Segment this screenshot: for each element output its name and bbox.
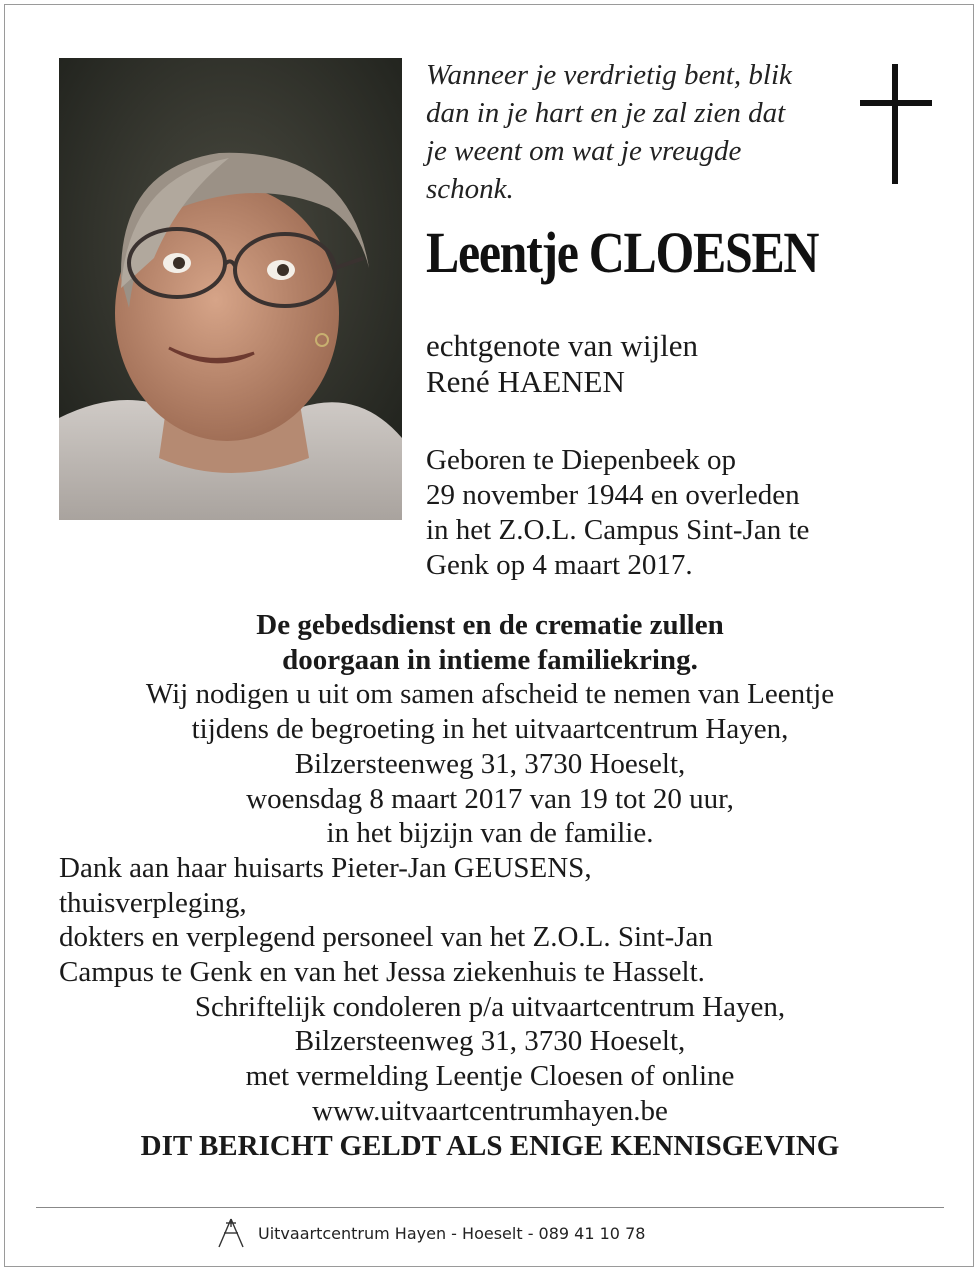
footer-text: Uitvaartcentrum Hayen - Hoeselt - 089 41 10 78 [258,1223,646,1243]
website-link[interactable]: www.uitvaartcentrumhayen.be [312,1094,668,1127]
thanks-line: Campus te Genk en van het Jessa ziekenhuis te Hasselt. [59,956,705,989]
birth-line: 29 november 1944 en overleden [426,479,800,511]
thanks-line: Dank aan haar huisarts Pieter-Jan GEUSENS, [59,851,592,884]
condolence-line: met vermelding Leentje Cloesen of online [245,1060,735,1093]
birth-death-info [426,443,809,583]
footer [214,1217,645,1249]
footer-divider [36,1207,944,1208]
condolence-line: Schriftelijk condoleren p/a uitvaartcentrum Hayen, [194,990,786,1023]
spouse-info [426,328,698,400]
portrait-photo [59,58,402,520]
quote-line: je weent om wat je vreugde [426,135,742,167]
spouse-line: René HAENEN [426,364,625,399]
spouse-line: echtgenote van wijlen [426,328,699,363]
visit-line: tijdens de begroeting in het uitvaartcentrum Hayen, [191,713,789,746]
visit-line: in het bijzijn van de familie. [326,817,654,850]
birth-line: Geboren te Diepenbeek op [426,444,737,476]
deceased-name: Leentje CLOESEN [426,220,819,285]
visit-line: Wij nodigen u uit om samen afscheid te nemen van Leentje [145,678,835,711]
quote-line: Wanneer je verdrietig bent, blik [426,59,792,91]
service-line: De gebedsdienst en de crematie zullen [256,609,724,641]
birth-line: in het Z.O.L. Campus Sint-Jan te [426,514,810,546]
notice-body [40,608,940,1163]
thanks-line: dokters en verplegend personeel van het Z.O.L. Sint-Jan [59,921,713,954]
funeral-home-logo-icon [214,1217,248,1249]
memorial-quote [426,56,856,208]
visit-line: Bilzersteenweg 31, 3730 Hoeselt, [294,747,686,780]
closing-statement: DIT BERICHT GELDT ALS ENIGE KENNISGEVING [140,1129,840,1162]
thanks-line: thuisverpleging, [59,886,247,919]
birth-line: Genk op 4 maart 2017. [426,549,693,581]
quote-line: dan in je hart en je zal zien dat [426,97,786,129]
cross-icon [858,62,934,186]
condolence-line: Bilzersteenweg 31, 3730 Hoeselt, [294,1025,686,1058]
visit-line: woensdag 8 maart 2017 van 19 tot 20 uur, [246,782,734,815]
service-line: doorgaan in intieme familiekring. [282,643,698,676]
quote-line: schonk. [426,173,514,205]
